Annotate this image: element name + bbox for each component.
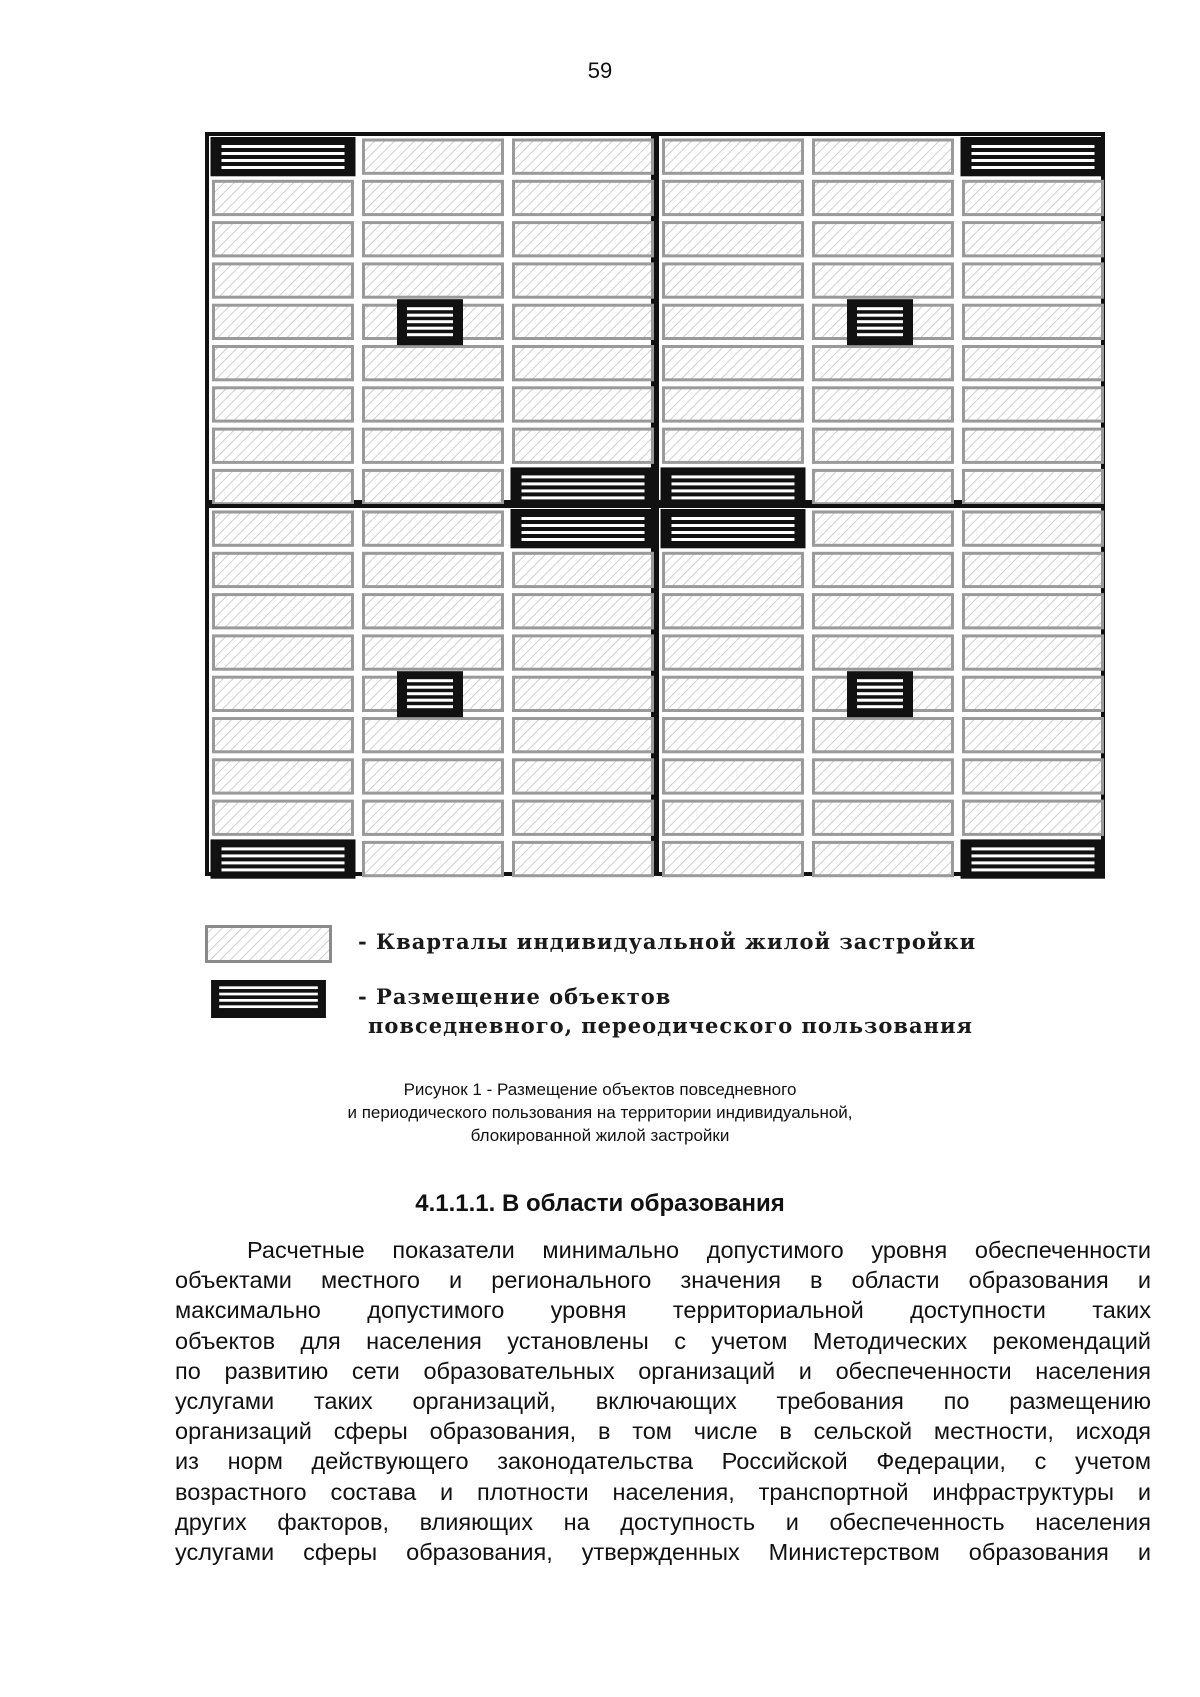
- service-object-stripe: [522, 517, 645, 520]
- service-object-block: [661, 509, 806, 548]
- residential-block: [214, 801, 353, 834]
- service-object-stripe: [972, 868, 1095, 871]
- residential-block: [364, 347, 503, 380]
- residential-block: [964, 347, 1103, 380]
- residential-block: [364, 842, 503, 875]
- residential-block: [214, 719, 353, 752]
- residential-block: [514, 305, 653, 338]
- residential-block: [814, 181, 953, 214]
- center-service-stripe: [407, 327, 453, 330]
- center-service-stripe: [857, 314, 903, 317]
- center-service-stripe: [407, 679, 453, 682]
- page-number: 59: [587, 58, 613, 83]
- residential-block: [964, 677, 1103, 710]
- service-object-block: [661, 467, 806, 506]
- residential-block: [814, 595, 953, 628]
- residential-block: [664, 388, 803, 421]
- residential-block: [964, 388, 1103, 421]
- residential-block: [664, 595, 803, 628]
- caption-line-2: и периодического пользования на территории индивидуальной,: [347, 1103, 853, 1122]
- residential-block: [364, 760, 503, 793]
- service-object-stripe: [522, 538, 645, 541]
- residential-block: [814, 512, 953, 545]
- service-object-block: [511, 509, 656, 548]
- service-object-stripe: [672, 496, 795, 499]
- residential-block: [664, 636, 803, 669]
- center-service-stripe: [857, 699, 903, 702]
- legend-row-residential: [205, 925, 976, 963]
- service-object-stripe: [222, 861, 345, 864]
- residential-block: [514, 595, 653, 628]
- service-object-stripe: [672, 475, 795, 478]
- residential-block: [364, 264, 503, 297]
- residential-block: [964, 470, 1103, 503]
- residential-block: [814, 842, 953, 875]
- residential-block: [964, 181, 1103, 214]
- service-object-stripe: [222, 166, 345, 169]
- service-object-stripe: [972, 145, 1095, 148]
- residential-block: [214, 305, 353, 338]
- residential-block: [664, 264, 803, 297]
- residential-block: [814, 760, 953, 793]
- residential-block: [364, 801, 503, 834]
- residential-block: [964, 595, 1103, 628]
- center-service-stripe: [857, 307, 903, 310]
- paragraph-line: объектов для населения установлены с учетом Методических рекомендаций: [175, 1327, 1151, 1354]
- body-paragraph: [175, 1235, 1151, 1567]
- service-object-stripe: [972, 152, 1095, 155]
- caption-line-3: блокированной жилой застройки: [470, 1126, 730, 1145]
- paragraph-line: услугами сферы образования, утвержденных Министерством образования и: [175, 1539, 1151, 1566]
- residential-block: [514, 347, 653, 380]
- residential-block: [214, 470, 353, 503]
- caption-line-1: Рисунок 1 - Размещение объектов повседневного: [403, 1080, 797, 1099]
- residential-block: [814, 636, 953, 669]
- service-object-block: [211, 137, 356, 176]
- residential-block: [364, 140, 503, 173]
- residential-block: [364, 181, 503, 214]
- center-service-stripe: [407, 699, 453, 702]
- residential-block: [514, 553, 653, 586]
- residential-block: [664, 719, 803, 752]
- district-plan-diagram: [205, 132, 1105, 892]
- service-object-stripe: [222, 868, 345, 871]
- residential-block: [814, 223, 953, 256]
- service-object-stripe: [972, 159, 1095, 162]
- residential-block: [814, 140, 953, 173]
- service-object-stripe: [522, 489, 645, 492]
- center-service-stripe: [407, 333, 453, 336]
- service-object-stripe: [222, 847, 345, 850]
- service-object-block: [961, 839, 1106, 878]
- residential-block: [214, 636, 353, 669]
- residential-block: [664, 347, 803, 380]
- residential-block: [814, 264, 953, 297]
- service-object-stripe: [672, 517, 795, 520]
- service-object-stripe: [972, 166, 1095, 169]
- residential-block: [814, 347, 953, 380]
- residential-block: [514, 842, 653, 875]
- residential-block: [214, 181, 353, 214]
- residential-block: [514, 760, 653, 793]
- center-service-stripe: [407, 705, 453, 708]
- residential-block: [964, 264, 1103, 297]
- service-object-stripe: [222, 145, 345, 148]
- residential-block: [664, 801, 803, 834]
- center-service-stripe: [857, 692, 903, 695]
- residential-block: [514, 264, 653, 297]
- residential-block: [814, 470, 953, 503]
- residential-block: [664, 760, 803, 793]
- service-object-stripe: [222, 159, 345, 162]
- service-object-stripe: [522, 531, 645, 534]
- center-service-stripe: [407, 686, 453, 689]
- residential-block: [964, 223, 1103, 256]
- residential-block: [814, 801, 953, 834]
- residential-block: [214, 388, 353, 421]
- residential-block: [364, 223, 503, 256]
- residential-block: [964, 636, 1103, 669]
- residential-block: [514, 801, 653, 834]
- service-object-stripe: [522, 496, 645, 499]
- residential-block-swatch: [205, 925, 332, 963]
- residential-block: [214, 595, 353, 628]
- residential-block: [364, 595, 503, 628]
- paragraph-line: из норм действующего законодательства Российской Федерации, с учетом: [175, 1448, 1151, 1475]
- residential-block: [364, 636, 503, 669]
- residential-block: [514, 719, 653, 752]
- center-service-stripe: [407, 320, 453, 323]
- service-object-stripe: [672, 489, 795, 492]
- residential-block: [364, 470, 503, 503]
- district-layout-figure: [205, 132, 1105, 892]
- residential-block: [514, 223, 653, 256]
- residential-block: [214, 223, 353, 256]
- service-object-block: [961, 137, 1106, 176]
- center-service-stripe: [857, 327, 903, 330]
- service-object-stripe: [222, 152, 345, 155]
- service-object-stripe: [672, 524, 795, 527]
- residential-block: [514, 677, 653, 710]
- center-service-stripe: [407, 692, 453, 695]
- residential-block: [814, 719, 953, 752]
- service-object-swatch: [205, 980, 332, 1018]
- residential-block: [364, 388, 503, 421]
- legend-label-service: - Размещение объектов повседневного, переодического пользования: [358, 984, 974, 1038]
- service-object-stripe: [522, 482, 645, 485]
- residential-block: [514, 181, 653, 214]
- residential-block: [664, 553, 803, 586]
- residential-block: [514, 636, 653, 669]
- residential-block: [214, 677, 353, 710]
- paragraph-line: других факторов, влияющих на доступность и обеспеченность населения: [175, 1508, 1151, 1535]
- residential-block: [214, 429, 353, 462]
- residential-block: [964, 760, 1103, 793]
- residential-block: [964, 512, 1103, 545]
- paragraph-line: услугами таких организаций, включающих требования по размещению: [175, 1388, 1151, 1415]
- residential-block: [214, 264, 353, 297]
- paragraph-line: возрастного состава и плотности населения, транспортной инфраструктуры и: [175, 1478, 1151, 1505]
- residential-block: [814, 429, 953, 462]
- center-service-stripe: [857, 320, 903, 323]
- residential-block: [214, 347, 353, 380]
- residential-block: [964, 801, 1103, 834]
- residential-block: [214, 553, 353, 586]
- residential-block: [664, 305, 803, 338]
- service-object-stripe: [672, 531, 795, 534]
- figure-legend: [205, 925, 1105, 1055]
- residential-block: [364, 553, 503, 586]
- residential-block: [964, 719, 1103, 752]
- center-service-stripe: [857, 679, 903, 682]
- center-service-stripe: [857, 686, 903, 689]
- figure-caption: [0, 1078, 1200, 1147]
- center-service-stripe: [857, 705, 903, 708]
- residential-block: [964, 305, 1103, 338]
- residential-block: [364, 719, 503, 752]
- residential-block: [214, 512, 353, 545]
- legend-row-service: [205, 980, 973, 1040]
- residential-block: [814, 553, 953, 586]
- center-service-stripe: [857, 333, 903, 336]
- service-object-stripe: [522, 524, 645, 527]
- service-object-stripe: [672, 538, 795, 541]
- paragraph-line: организаций сферы образования, в том числе в сельской местности, исходя: [175, 1418, 1151, 1445]
- residential-block: [514, 429, 653, 462]
- service-object-stripe: [672, 482, 795, 485]
- service-object-block: [211, 839, 356, 878]
- residential-block: [964, 553, 1103, 586]
- residential-block: [364, 429, 503, 462]
- residential-block: [964, 429, 1103, 462]
- service-object-block: [511, 467, 656, 506]
- residential-block: [664, 181, 803, 214]
- residential-block: [814, 388, 953, 421]
- service-object-stripe: [222, 854, 345, 857]
- service-object-stripe: [972, 861, 1095, 864]
- residential-block: [664, 140, 803, 173]
- service-object-stripe: [972, 847, 1095, 850]
- paragraph-line: объектами местного и регионального значения в области образования и: [175, 1267, 1151, 1294]
- residential-block: [214, 760, 353, 793]
- residential-block: [664, 842, 803, 875]
- legend-label-residential: - Кварталы индивидуальной жилой застройки: [358, 929, 977, 954]
- service-object-stripe: [972, 854, 1095, 857]
- residential-block: [514, 140, 653, 173]
- section-heading: 4.1.1.1. В области образования: [415, 1190, 785, 1217]
- service-object-stripe: [522, 475, 645, 478]
- residential-block: [664, 223, 803, 256]
- residential-block: [514, 388, 653, 421]
- center-service-stripe: [407, 307, 453, 310]
- residential-block: [664, 429, 803, 462]
- paragraph-line: Расчетные показатели минимально допустимого уровня обеспеченности: [247, 1237, 1151, 1263]
- residential-block: [664, 677, 803, 710]
- residential-block: [364, 512, 503, 545]
- paragraph-line: по развитию сети образовательных организаций и обеспеченности населения: [175, 1357, 1151, 1384]
- paragraph-line: максимально допустимого уровня территориальной доступности таких: [175, 1297, 1151, 1324]
- center-service-stripe: [407, 314, 453, 317]
